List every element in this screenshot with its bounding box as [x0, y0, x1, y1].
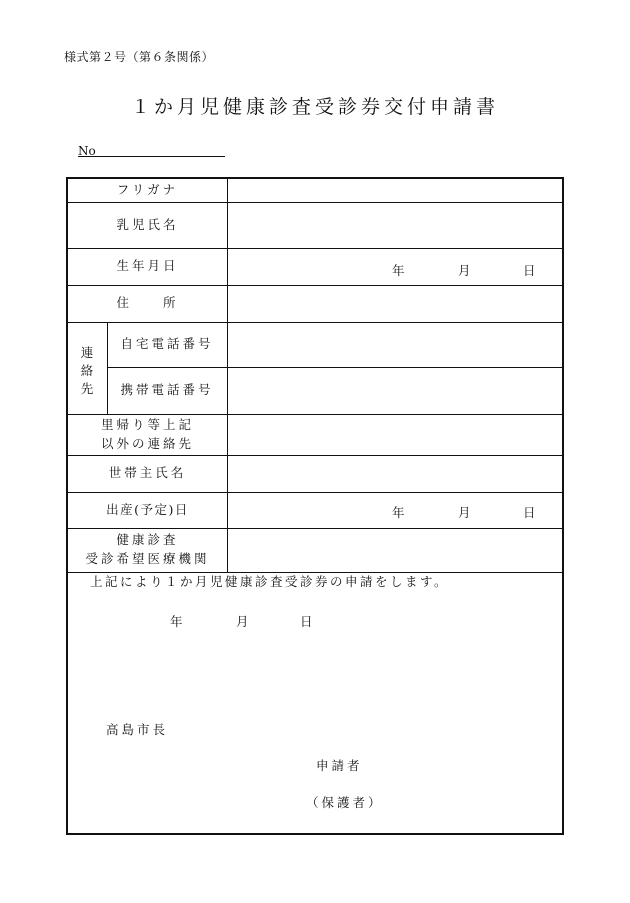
birth-year-unit: 年: [392, 263, 405, 278]
other-contact-label-line2: 以外の連絡先: [100, 435, 194, 451]
infant-name-field[interactable]: [228, 202, 564, 248]
birth-date-label: 生年月日: [116, 258, 179, 274]
applicant-label: 申請者: [316, 758, 363, 773]
birth-date-field[interactable]: [294, 261, 566, 277]
declaration-month-unit: 月: [236, 614, 249, 629]
due-month-unit: 月: [458, 505, 471, 520]
declaration-day-unit: 日: [300, 614, 313, 629]
declaration-text: 上記により１か月児健康診査受診券の申請をします。: [90, 574, 450, 589]
other-contact-label: [68, 414, 227, 455]
furigana-field[interactable]: [228, 179, 564, 202]
due-date-field[interactable]: [294, 503, 566, 519]
other-contact-label-line1: 里帰り等上記: [100, 416, 194, 432]
due-date-label: 出産(予定)日: [106, 501, 189, 517]
mobile-phone-label: 携帯電話番号: [120, 382, 214, 398]
number-field[interactable]: [78, 156, 225, 157]
contact-group-label: 連 絡 先: [80, 345, 94, 396]
birth-month-unit: 月: [458, 263, 471, 278]
guardian-label: （保護者）: [306, 795, 384, 810]
mobile-phone-field[interactable]: [228, 367, 564, 414]
due-day-unit: 日: [523, 505, 536, 520]
number-label: No: [78, 144, 96, 158]
form-code: 様式第２号（第６条関係）: [64, 50, 215, 64]
clinic-field[interactable]: [228, 528, 564, 572]
householder-label: 世帯主氏名: [108, 465, 187, 481]
furigana-label: フリガナ: [116, 182, 179, 198]
home-phone-field[interactable]: [228, 322, 564, 367]
clinic-label-line1: 健康診査: [116, 532, 179, 548]
householder-field[interactable]: [228, 455, 564, 492]
birth-day-unit: 日: [523, 263, 536, 278]
due-year-unit: 年: [392, 505, 405, 520]
home-phone-label: 自宅電話番号: [120, 336, 214, 352]
page-title: １か月児健康診査受診券交付申請書: [130, 96, 499, 118]
mayor-addressee: 高島市長: [106, 722, 169, 737]
infant-name-label: 乳児氏名: [116, 216, 179, 232]
declaration-year-unit: 年: [170, 614, 183, 629]
address-label: 住 所: [116, 295, 179, 311]
clinic-label-line2: 受診希望医療機関: [85, 551, 210, 566]
address-field[interactable]: [228, 285, 564, 322]
other-contact-field[interactable]: [228, 414, 564, 455]
clinic-label: [68, 528, 227, 572]
